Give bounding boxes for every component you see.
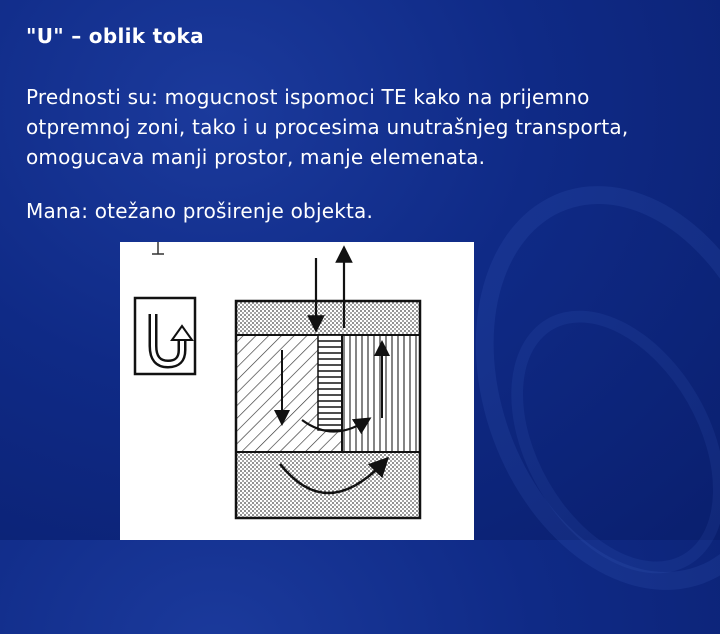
corner-mark [152, 242, 164, 254]
advantages-text: Prednosti su: mogucnost ispomoci TE kako na prijemno otpremnoj zoni, tako i u procesima unutrašnjeg transporta, omogucava manji prostor, manje elemenata. [26, 85, 629, 169]
slide-title: "U" – oblik toka [26, 24, 204, 48]
disadvantage-text: Mana: otežano proširenje objekta. [26, 199, 374, 223]
center-transport-zone [318, 335, 342, 430]
u-flow-diagram-svg [120, 242, 474, 540]
top-receiving-zone [236, 301, 420, 335]
bottom-storage-zone [236, 452, 420, 518]
u-flow-diagram [120, 242, 474, 540]
u-turn-arrow-icon [135, 298, 195, 374]
